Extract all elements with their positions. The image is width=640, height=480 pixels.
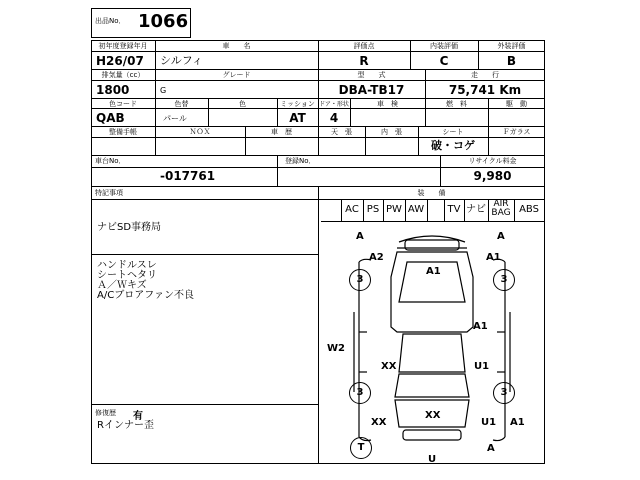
tire-circle: 3 xyxy=(349,269,371,291)
interior-grade-label: 内装評価 xyxy=(430,42,458,50)
condition-note: A/Cブロアファン不良 xyxy=(97,290,194,301)
recycle-label: リサイクル料金 xyxy=(468,157,517,165)
recycle-value: 9,980 xyxy=(473,169,512,183)
equipment-label: 装 備 xyxy=(417,189,446,197)
lot-label: 出品No． xyxy=(95,17,126,25)
nox-label: ＮＯＸ xyxy=(189,128,211,136)
grade-value: G xyxy=(160,86,167,95)
damage-mark: A1 xyxy=(473,321,488,332)
doors-value: 4 xyxy=(329,111,339,125)
exterior-grade-value: B xyxy=(506,54,517,68)
displacement-value: 1800 xyxy=(96,83,130,97)
car-name-label: 車 名 xyxy=(222,42,251,50)
seat-value: 破・コゲ xyxy=(431,139,475,152)
equip-ac: AC xyxy=(345,204,359,215)
interior-trim-label: 内 張 xyxy=(381,128,402,136)
doors-label: ドア・形状 xyxy=(319,101,349,108)
lot-number: 1066 xyxy=(138,11,189,32)
condition-note: ハンドルスレ xyxy=(97,260,157,271)
damage-mark: A1 xyxy=(510,417,525,428)
repair-history-value: 有 xyxy=(133,411,143,422)
equipment-row xyxy=(321,199,545,221)
equip-blank xyxy=(321,199,342,221)
damage-mark: A1 xyxy=(426,266,441,277)
first-reg-label: 初年度登録年月 xyxy=(98,42,148,50)
fuel-label: 燃 料 xyxy=(446,100,467,108)
maintenance-label: 整備手帳 xyxy=(109,128,137,136)
mission-label: ミッション xyxy=(280,100,315,108)
color-label: 色 xyxy=(239,100,246,108)
score-value: R xyxy=(359,54,369,68)
displacement-label: 排気量（cc） xyxy=(101,71,145,79)
damage-mark: A xyxy=(356,231,364,242)
mission-value: AT xyxy=(289,111,306,125)
damage-mark: U xyxy=(428,454,437,465)
color-type-value: パール xyxy=(163,114,187,123)
equip-navi: ナビ xyxy=(466,204,486,215)
registration-label: 登録No． xyxy=(285,157,316,165)
drive-label: 駆 動 xyxy=(506,100,527,108)
repair-note: Rインナー歪 xyxy=(97,420,154,431)
damage-mark: XX xyxy=(425,410,441,421)
tire-circle: 3 xyxy=(493,382,515,404)
seat-label: シート xyxy=(442,128,464,136)
mileage-value: 75,741 Km xyxy=(448,83,522,97)
damage-mark: U1 xyxy=(474,361,490,372)
equip-airbag: AIR BAG xyxy=(491,199,511,218)
history-label: 車 歴 xyxy=(271,128,292,136)
damage-mark: A2 xyxy=(369,252,384,263)
ceiling-label: 天 張 xyxy=(331,128,352,136)
grade-label: グレード xyxy=(222,71,251,79)
equip-tv: TV xyxy=(447,204,461,215)
equip-pw: PW xyxy=(386,204,402,215)
spare-tire-circle: T xyxy=(350,437,372,459)
damage-mark: A1 xyxy=(486,252,501,263)
equip-ps: PS xyxy=(366,204,380,215)
inspection-label: 車 検 xyxy=(377,100,398,108)
color-code-value: QAB xyxy=(96,111,125,125)
exterior-grade-label: 外装評価 xyxy=(497,42,526,50)
damage-mark: U1 xyxy=(481,417,497,428)
color-change-label: 色替 xyxy=(174,100,189,108)
car-name-value: シルフィ xyxy=(160,54,203,67)
interior-grade-value: C xyxy=(439,54,449,68)
tire-circle: 3 xyxy=(493,269,515,291)
equip-abs: ABS xyxy=(519,204,539,215)
tire-circle: 3 xyxy=(349,382,371,404)
chassis-label: 車台No． xyxy=(95,157,126,165)
mileage-label: 走 行 xyxy=(471,71,499,79)
condition-note: Ａ／Ｗキズ xyxy=(97,280,147,291)
special-note: ナビSD事務局 xyxy=(97,222,162,233)
condition-note: シートヘタリ xyxy=(97,270,157,281)
damage-mark: XX xyxy=(371,417,387,428)
color-code-label: 色コード xyxy=(109,100,137,108)
glass-label: Ｆガラス xyxy=(502,128,531,136)
repair-history-label: 修復歴 xyxy=(95,409,116,417)
score-label: 評価点 xyxy=(353,42,375,50)
damage-mark: W2 xyxy=(327,343,345,354)
special-notes-label: 特記事項 xyxy=(95,189,123,197)
equip-aw: AW xyxy=(407,204,425,215)
damage-mark: XX xyxy=(381,361,397,372)
damage-mark: A xyxy=(497,231,505,242)
chassis-value: -017761 xyxy=(160,169,216,183)
damage-mark: A xyxy=(487,443,495,454)
model-label: 型 式 xyxy=(357,71,386,79)
model-value: DBA-TB17 xyxy=(338,83,405,97)
first-reg-value: H26/07 xyxy=(96,54,144,68)
